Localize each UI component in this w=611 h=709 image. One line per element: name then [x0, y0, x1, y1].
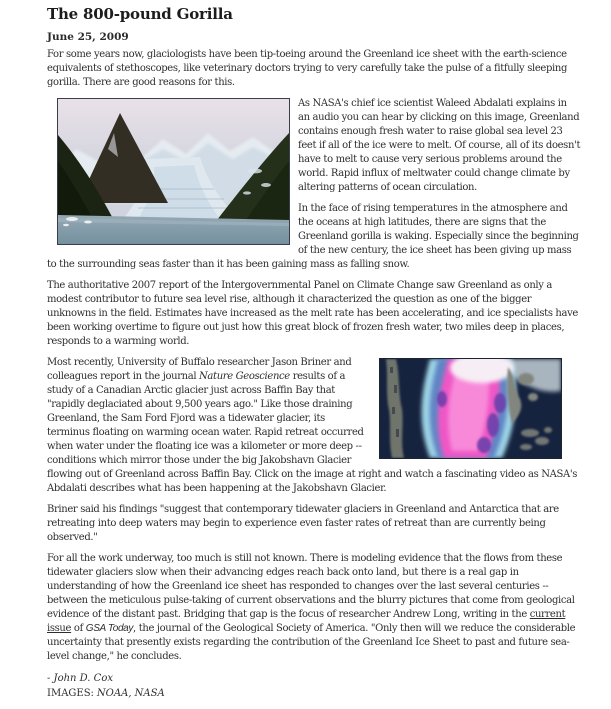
paragraph-conclusion	[47, 552, 581, 664]
paragraph-warming-signs: In the face of rising temperatures in the atmosphere and the oceans at high latitudes, there are signs that the Greenland gorilla is waking. Especially since the beginning of the new century, the ice sheet has been giving up mass to the surrounding seas faster than it has been gaining mass as falling snow.	[47, 203, 579, 270]
journal-nature-geoscience: Nature Geoscience	[199, 371, 290, 382]
article-date: June 25, 2009	[47, 31, 129, 43]
paragraph-intro: For some years now, glaciologists have been tip-toeing around the Greenland ice sheet with the earth-science equivalents of stethoscopes, like veterinary doctors trying to very carefully take the pulse of a fitfully sleeping gorilla. There are good reasons for this.	[47, 49, 567, 88]
section-glacier-photo	[47, 97, 581, 279]
briner-study-text-1: Most recently, University of Buffalo researcher Jason Briner and colleagues report in the journal	[47, 357, 352, 382]
current-issue-link[interactable]: current issue	[47, 609, 566, 634]
section-satellite-image	[47, 356, 581, 503]
image-credits	[47, 686, 581, 701]
greenland-satellite-image[interactable]	[379, 358, 562, 459]
glacier-photo-graphic	[58, 99, 289, 244]
page-title: The 800-pound Gorilla	[47, 5, 233, 23]
credits-label: IMAGES:	[47, 688, 94, 699]
byline: - John D. Cox	[47, 673, 113, 684]
paragraph-ipcc: The authoritative 2007 report of the Intergovernmental Panel on Climate Change saw Greenland as only a modest contributor to future sea level rise, although it characterized the question as one of the bigger unknowns in the field. Estimates have increased as the melt rate has been accelerating, and ice specialists have been working overtime to figure out just how this great block of frozen fresh water, two miles deep in places, responds to a warming world.	[47, 280, 579, 347]
paragraph-audio: As NASA's chief ice scientist Waleed Abdalati explains in an audio you can hear by clicking on this image, Greenland contains enough fresh water to raise global sea level 23 feet if all of the ice were to melt. Of course, all of its doesn't have to melt to cause very serious problems around the world. Rapid influx of meltwater could change climate by altering patterns of ocean circulation.	[298, 98, 581, 193]
briner-study-text-2: results of a study of a Canadian Arctic glacier just across Baffin Bay that "rapidly deglaciated about 9,500 years ago." Like those draining Greenland, the Sam Ford Fjord was a tidewater glacier, its terminus floating on warming ocean water. Rapid retreat occurred when water under the floating ice was a kilometer or more deep -- conditions which mirror those under the big Jakobshavn Glacier flowing out of Greenland across Baffin Bay. Click on the image at right and watch a fascinating video as NASA's Abdalati describes what has been happening at the Jakobshavn Glacier.	[47, 371, 578, 494]
conclusion-text-1: For all the work underway, too much is still not known. There is modeling evidence that the flows from these tidewater glaciers slow when their advancing edges reach back onto land, but there is a real gap in understanding of how the Greenland ice sheet has responded to changes over the last several centuries -- between the meticulous pulse-taking of current observations and the blurry pictures that come from geological evidence of the distant past. Bridging that gap is the focus of researcher Andrew Long, writing in the	[47, 553, 575, 620]
glacier-fjord-photo[interactable]	[57, 98, 290, 245]
paragraph-briner-quote: Briner said his findings "suggest that contemporary tidewater glaciers in Greenland and Antarctica that are retreating into deep waters may begin to experience even faster rates of retreat than are currently being observed."	[47, 504, 559, 543]
credits-names: NOAA, NASA	[96, 688, 165, 699]
conclusion-text-3: , the journal of the Geological Society of America. "Only then will we reduce the considerable uncertainty that presently exists regarding the contribution of the Greenland Ice Sheet to past and future sea-level change," he concludes.	[47, 623, 576, 662]
conclusion-text-2: of	[71, 623, 86, 634]
journal-gsa-today: GSA Today	[85, 623, 134, 634]
satellite-graphic	[380, 359, 561, 458]
